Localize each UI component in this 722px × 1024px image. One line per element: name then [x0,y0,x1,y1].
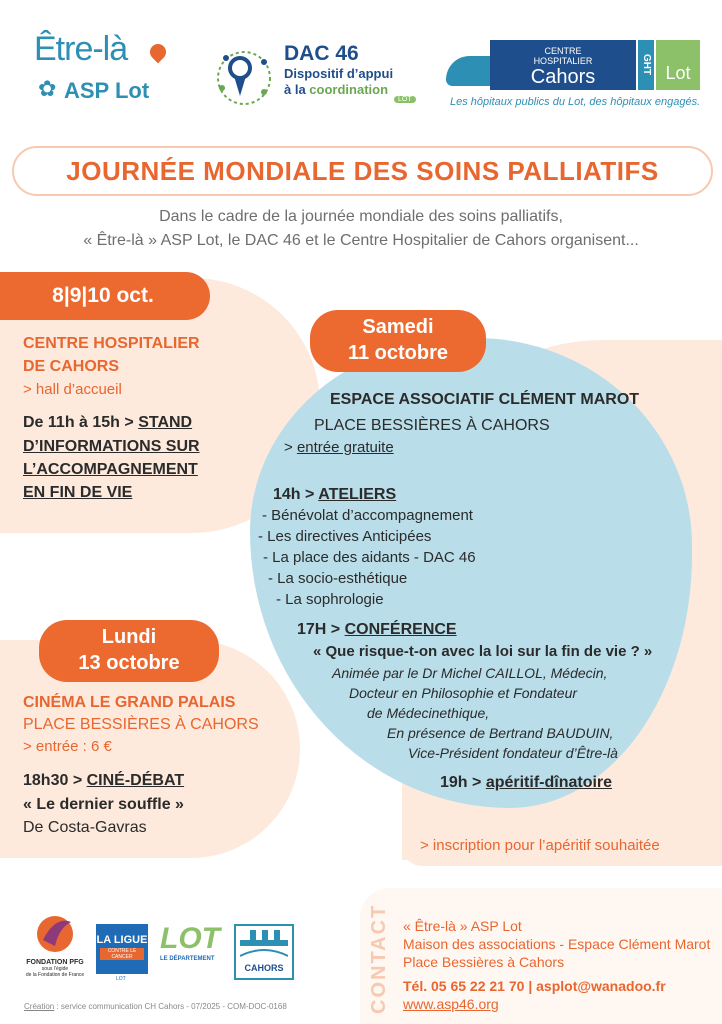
intro-line1: Dans le cadre de la journée mondiale des soins palliatifs, [159,208,563,225]
contact-org: « Être-là » ASP Lot [403,918,522,934]
ch-tagline: Les hôpitaux publics du Lot, des hôpitaux engagés. [450,96,701,108]
event1-sub: > hall d’accueil [23,381,122,398]
samedi-badge [310,310,486,372]
event3-director: De Costa-Gavras [23,819,147,836]
conference-line: En présence de Bertrand BAUDUIN, [387,725,614,741]
cahors-logo [234,924,294,980]
ch-small1: CENTRE [544,46,582,56]
flower-icon: ✿ [38,76,57,101]
atelier-item: - La place des aidants - DAC 46 [263,549,476,566]
event3-film: « Le dernier souffle » [23,796,184,813]
lundi-badge [39,620,219,682]
fondation-pfg-logo [22,912,88,992]
atelier-item: - Les directives Anticipées [258,528,432,545]
atelier-item: - Bénévolat d’accompagnement [262,507,473,524]
conference-heading: 17H > CONFÉRENCE [297,621,457,638]
bridge-icon [240,930,288,958]
conference-line: Animée par le Dr Michel CAILLOL, Médecin, [332,665,608,681]
atelier-item: - La sophrologie [276,591,384,608]
event2-address: PLACE BESSIÈRES À CAHORS [314,417,550,434]
ght-badge: GHT [638,40,654,90]
contact-tel-email[interactable]: Tél. 05 65 22 21 70 | asplot@wanadoo.fr [403,978,666,994]
phoenix-icon [33,912,77,954]
intro-line2: « Être-là » ASP Lot, le DAC 46 et le Centre Hospitalier de Cahors organisent... [83,232,639,249]
event1-place2: DE CAHORS [23,358,120,375]
contact-vertical-label: CONTACT [368,903,390,1014]
dac-title: DAC 46 [284,42,359,65]
etre-la-name: Être-là [34,30,128,68]
dac-line1: Dispositif d’appui [284,66,394,81]
pfg-sub2: de la Fondation de France [25,972,85,978]
event2-place: ESPACE ASSOCIATIF CLÉMENT MAROT [330,391,640,408]
ch-box [490,40,636,90]
event1-place1: CENTRE HOSPITALIER [23,335,200,352]
ch-small2: HOSPITALIER [533,56,593,66]
pfg-name: FONDATION PFG [26,959,84,966]
credit-line: Création : service communication CH Cahors - 07/2025 - COM-DOC-0168 [24,1002,287,1011]
dates-badge-8-9-10: 8|9|10 oct. [0,272,210,320]
event2-entry: > entrée gratuite [284,439,394,456]
etre-la-org: ASP Lot [64,78,150,103]
cahors-name: CAHORS [244,963,284,973]
la-ligue-logo [96,924,148,974]
event1-stand-line4: EN FIN DE VIE [23,484,133,501]
dac-logo [214,40,424,120]
samedi-day: Samedi [362,316,434,338]
contact-website-link[interactable]: www.asp46.org [403,996,499,1012]
conference-line: de Médecinethique, [367,705,490,721]
lot-name: LOT [160,922,220,955]
ch-big: Cahors [530,66,596,88]
event1-stand-line2: D’INFORMATIONS SUR [23,438,200,455]
contact-addr1: Maison des associations - Espace Clément Marot [403,936,711,952]
contact-addr2: Place Bessières à Cahors [403,954,565,970]
event3-place2: PLACE BESSIÈRES À CAHORS [23,716,259,733]
network-pin-icon [214,48,274,110]
page-title: JOURNÉE MONDIALE DES SOINS PALLIATIFS [66,156,659,186]
conference-line: Vice-Président fondateur d’Être-là [408,745,618,761]
aperitif-line: 19h > apéritif-dînatoire [440,774,613,791]
conference-line: Docteur en Philosophie et Fondateur [349,685,578,701]
ligue-name: LA LIGUE [96,934,148,946]
atelier-item: - La socio-esthétique [268,570,408,587]
ch-cahors-logo [446,40,701,115]
event1-stand-line1: De 11h à 15h > STAND [23,414,193,431]
ligue-sub: CONTRE LE CANCER [100,948,144,960]
lot-departement-logo [160,922,226,978]
lundi-day: Lundi [101,626,157,648]
page-title-box [12,146,713,196]
pfg-sub1: sous l’égide [41,966,69,972]
lot-box: Lot [656,40,700,90]
etre-la-logo [34,30,184,110]
event3-cine-debat: 18h30 > CINÉ-DÉBAT [23,772,185,789]
event1-stand-line3: L’ACCOMPAGNEMENT [23,461,198,478]
inscription-note: > inscription pour l’apéritif souhaitée [420,837,660,854]
lot-sub: LE DÉPARTEMENT [160,956,215,962]
event3-place1: CINÉMA LE GRAND PALAIS [23,694,236,711]
lundi-date: 13 octobre [78,652,180,674]
ligue-lot: LOT [116,976,126,982]
dac-line2: à la coordination [284,82,389,97]
samedi-date: 11 octobre [347,342,449,364]
heart-icon [147,41,170,64]
conference-title: « Que risque-t-on avec la loi sur la fin de vie ? » [313,643,653,660]
ateliers-heading: 14h > ATELIERS [273,486,397,503]
dac-badge: LOT [394,96,416,103]
event3-entry: > entrée : 6 € [23,738,112,755]
